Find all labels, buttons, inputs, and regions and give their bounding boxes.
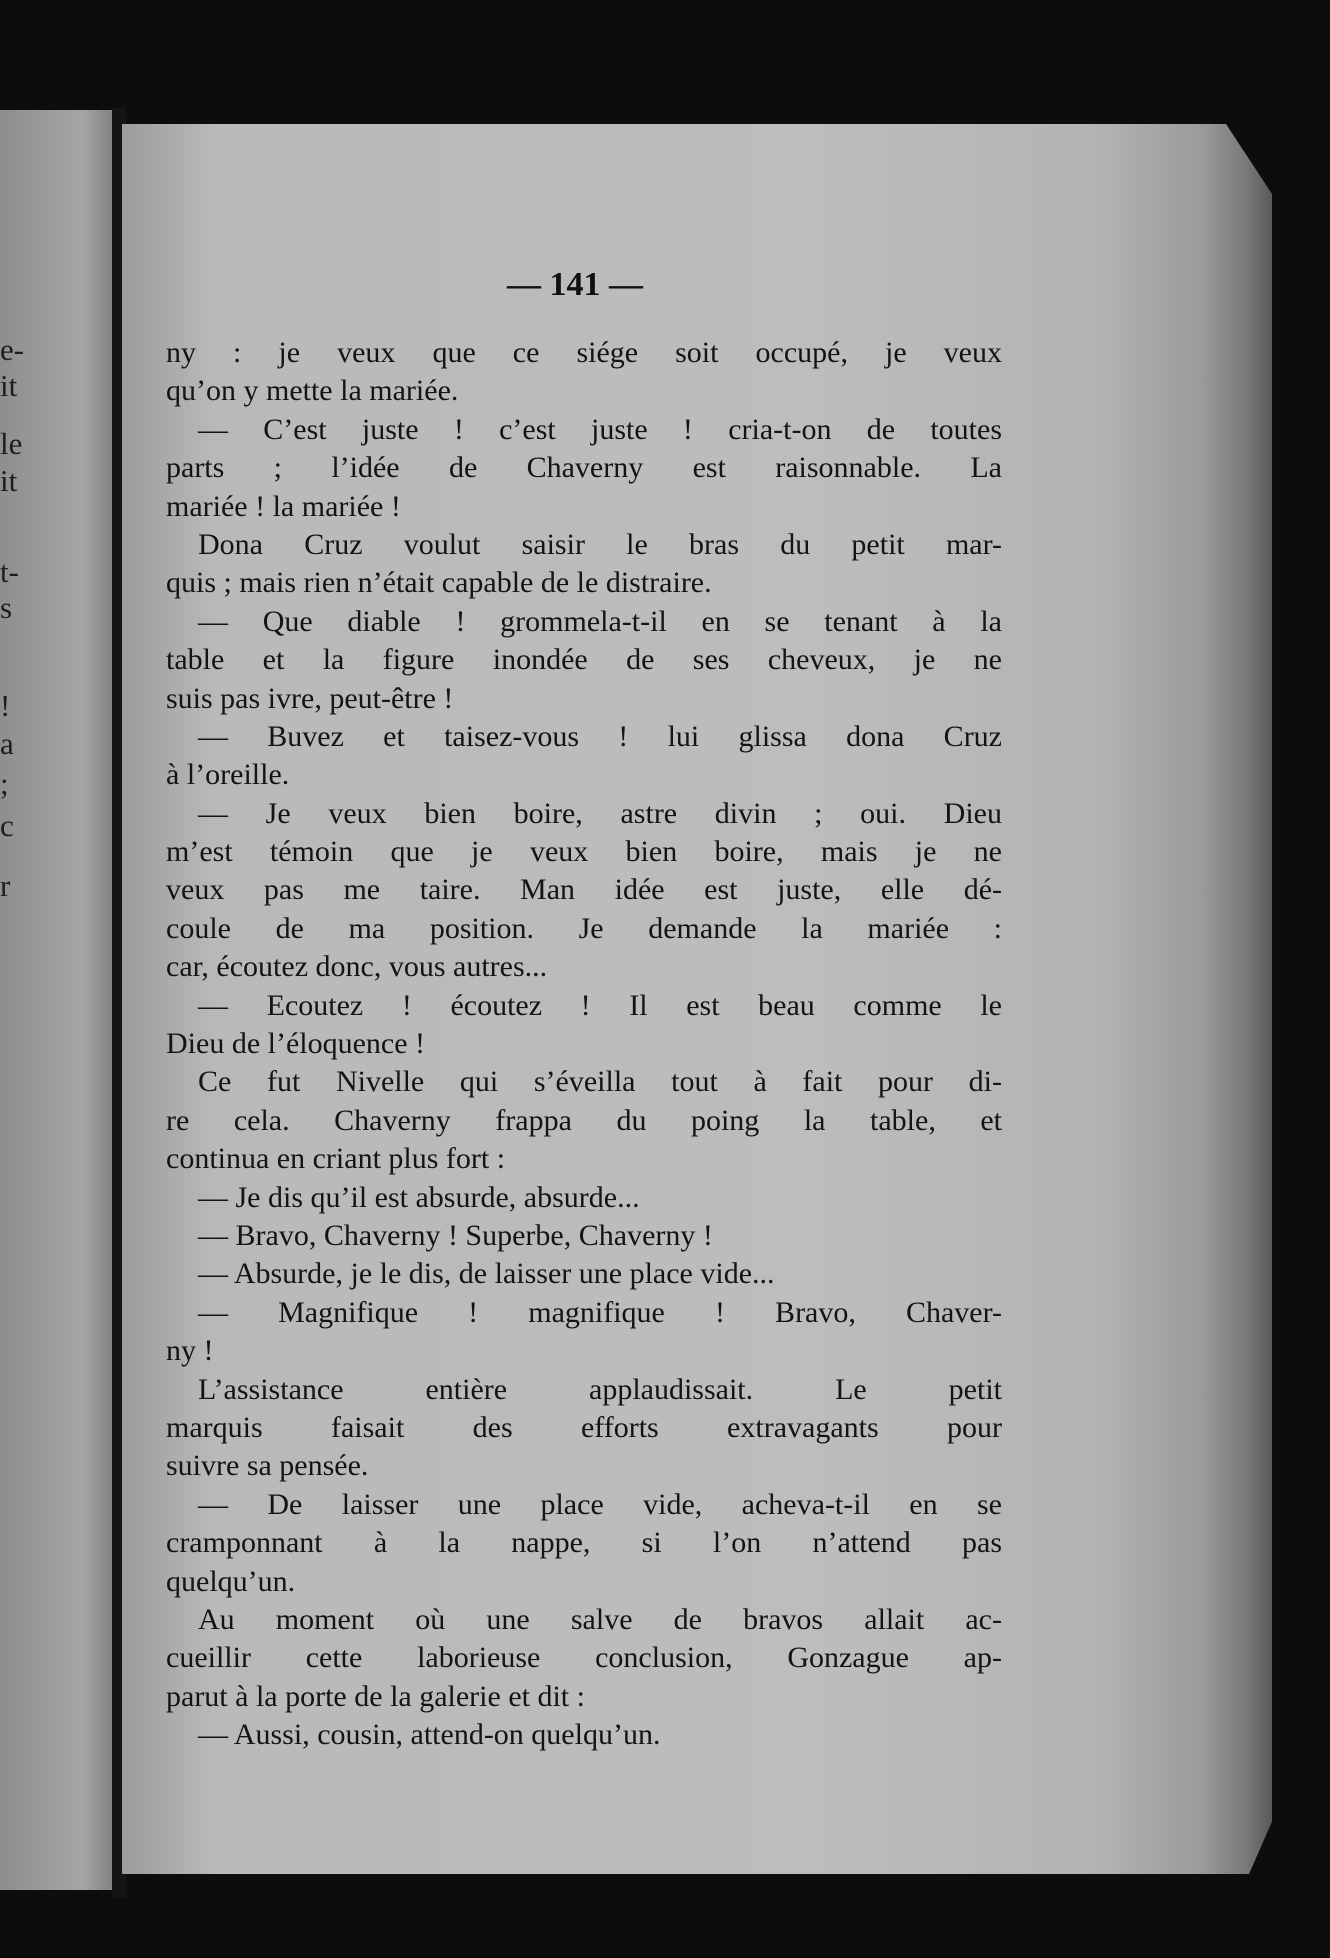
text-line: — Je veux bien boire, astre divin ; oui. Dieu <box>198 796 1002 830</box>
text-line: qu’on y mette la mariée. <box>166 374 459 408</box>
text-line: re cela. Chaverny frappa du poing la table, et <box>166 1103 1002 1137</box>
text-line: — De laisser une place vide, acheva-t-il en se <box>198 1487 1002 1521</box>
text-line: — Je dis qu’il est absurde, absurde... <box>198 1180 640 1214</box>
text-line: L’assistance entière applaudissait. Le petit <box>198 1372 1002 1406</box>
text-line: quis ; mais rien n’était capable de le distraire. <box>166 566 712 600</box>
text-line: Ce fut Nivelle qui s’éveilla tout à fait pour di- <box>198 1065 1002 1099</box>
left-page-edge <box>0 110 118 1890</box>
text-line: suivre sa pensée. <box>166 1449 369 1483</box>
text-line: — Magnifique ! magnifique ! Bravo, Chaver- <box>198 1295 1002 1329</box>
text-line: quelqu’un. <box>166 1564 296 1598</box>
text-line: — C’est juste ! c’est juste ! cria-t-on de toutes <box>198 412 1002 446</box>
left-page-fragment: ! <box>0 688 11 723</box>
left-page-fragment: le <box>0 426 23 461</box>
text-line: — Que diable ! grommela-t-il en se tenant à la <box>198 604 1002 638</box>
left-page-fragment: c <box>0 808 14 843</box>
text-line: — Bravo, Chaverny ! Superbe, Chaverny ! <box>198 1218 713 1252</box>
page-edge-shadow <box>1202 124 1272 1874</box>
text-line: suis pas ivre, peut-être ! <box>166 681 454 715</box>
text-line: coule de ma position. Je demande la mariée : <box>166 911 1002 945</box>
text-line: marquis faisait des efforts extravagants pour <box>166 1410 1002 1444</box>
text-line: m’est témoin que je veux bien boire, mais je ne <box>166 835 1002 869</box>
text-line: mariée ! la mariée ! <box>166 489 401 523</box>
left-page-fragment: ; <box>0 766 9 801</box>
text-line: continua en criant plus fort : <box>166 1142 506 1176</box>
text-line: parut à la porte de la galerie et dit : <box>166 1679 585 1713</box>
left-page-fragment: it <box>0 463 18 498</box>
left-page-fragment: t- <box>0 554 19 589</box>
text-line: table et la figure inondée de ses cheveux, je ne <box>166 643 1002 677</box>
text-line: Dona Cruz voulut saisir le bras du petit mar- <box>198 527 1002 561</box>
text-line: car, écoutez donc, vous autres... <box>166 950 548 984</box>
text-line: à l’oreille. <box>166 758 290 792</box>
text-line: veux pas me taire. Man idée est juste, elle dé- <box>166 873 1002 907</box>
left-page-fragment: e- <box>0 332 25 367</box>
left-page-fragment: it <box>0 368 18 403</box>
text-line: parts ; l’idée de Chaverny est raisonnable. La <box>166 451 1002 485</box>
left-page-fragment: s <box>0 590 13 625</box>
text-line: Au moment où une salve de bravos allait ac- <box>198 1602 1002 1636</box>
text-line: — Buvez et taisez-vous ! lui glissa dona Cruz <box>198 719 1002 753</box>
text-line: Dieu de l’éloquence ! <box>166 1027 426 1061</box>
text-line: ny ! <box>166 1334 214 1368</box>
left-page-fragment: a <box>0 726 14 761</box>
text-line: cueillir cette laborieuse conclusion, Gonzague ap- <box>166 1641 1002 1675</box>
text-line: — Aussi, cousin, attend-on quelqu’un. <box>198 1718 661 1752</box>
text-line: ny : je veux que ce siége soit occupé, je veux <box>166 336 1002 369</box>
text-line: — Absurde, je le dis, de laisser une place vide... <box>198 1257 775 1291</box>
left-page-text-fragments <box>0 110 118 1890</box>
left-page-fragment: r <box>0 868 11 903</box>
text-line: cramponnant à la nappe, si l’on n’attend pas <box>166 1526 1002 1560</box>
body-text <box>166 334 1002 1754</box>
page-number: — 141 — <box>507 266 643 303</box>
text-line: — Ecoutez ! écoutez ! Il est beau comme le <box>198 988 1002 1022</box>
